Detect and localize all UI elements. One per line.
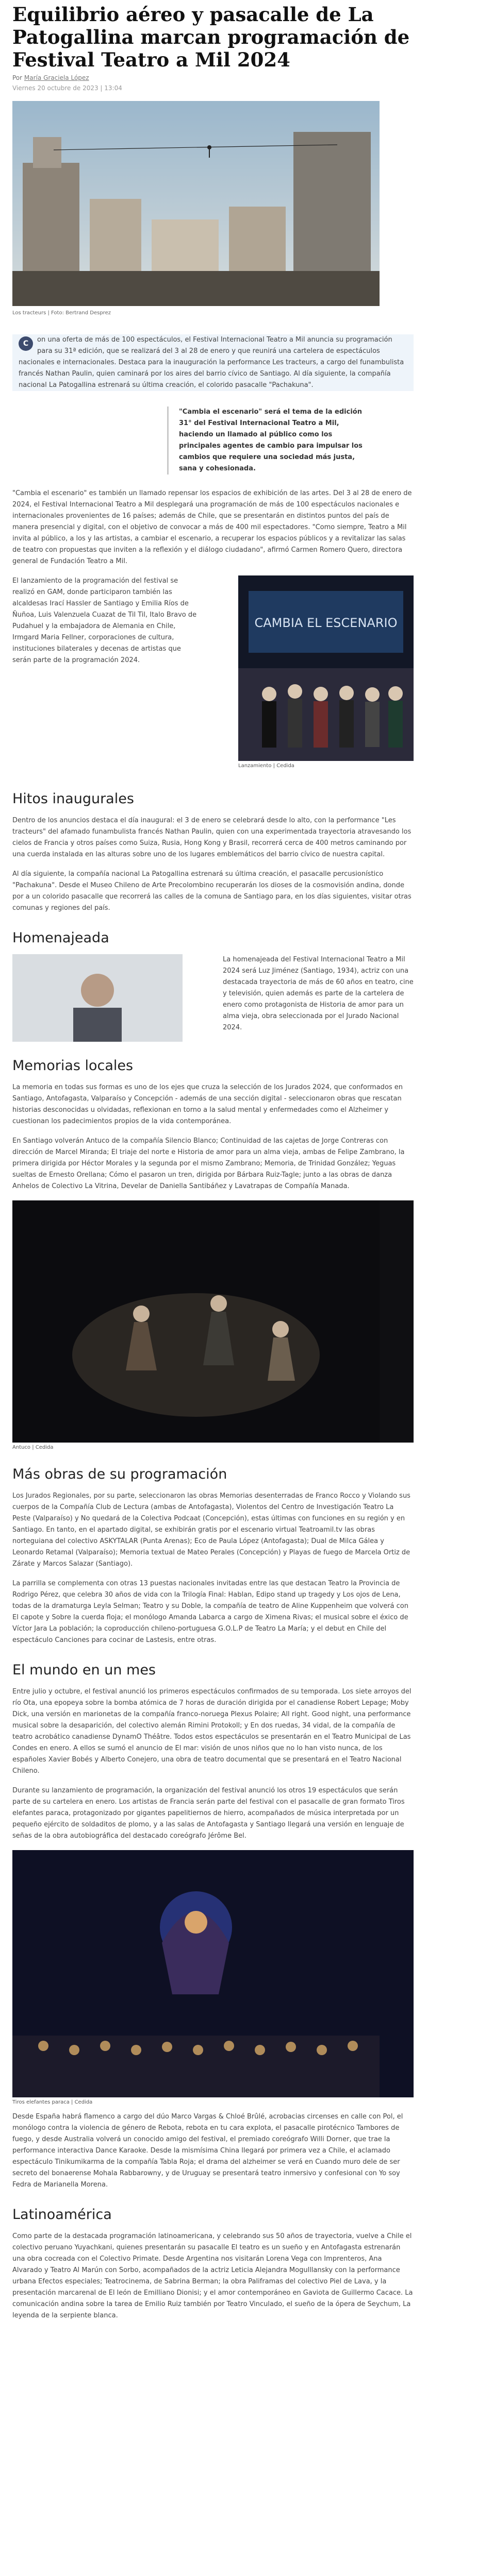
launch-photo xyxy=(238,575,414,761)
tiros-photo xyxy=(12,1850,414,2097)
homage-section xyxy=(12,954,414,1042)
heading-latam: Latinoamérica xyxy=(12,2207,112,2223)
tiros-photo-caption: Tiros elefantes paraca | Cedida xyxy=(12,2099,93,2105)
publish-date: Viernes 20 octubre de 2023 | 13:04 xyxy=(12,84,122,92)
paragraph-memories-1: La memoria en todas sus formas es uno de los ejes que cruza la selección de los Jurados 2024, que conformados en Santiago, Antofagasta, Valparaíso y Concepción - además de una sección digital - seleccionaron obras que rescatan historias desconocidas u olvidadas, reflexionan en torno a la salud mental y enfermedades como el Alzheimer y cuestionan los padecimientos propios de la vida contemporánea. xyxy=(12,1083,403,1125)
hero-photo-illustration xyxy=(12,101,380,306)
intro-paragraph xyxy=(12,334,414,391)
paragraph-world-3: Desde España habrá flamenco a cargo del dúo Marco Vargas & Chloé Brûlé, acrobacias circenses en calle con Pol, el monólogo contra la violencia de género de Rebota, rebota en tu cara explota, el pasacalle pirotécnico Tambores de fuego, y desde Australia volverá un conocido amigo del festival, el premiado coreógrafo Willi Dorner, que trae la performance interactiva Dance Karaoke. Desde la mismísima China llegará por primera vez a Chile, el aclamado espectáculo Tinikumikarma de la compañía Tabla Roja; el drama del alzheimer se verá en Cuando muro dele de ser secreto del bonaerense Mohala Rabbarowny, y de Uruguay se presentará teatro inmersivo y confesional con Yo soy Fedra de Marianella Morena. xyxy=(12,2113,403,2189)
article-title: Equilibrio aéreo y pasacalle de La Patogallina marcan programación de Festival Teatro a Mil 2024 xyxy=(12,3,410,71)
author-prefix: Por xyxy=(12,74,23,81)
dropcap-badge: C xyxy=(19,336,33,351)
antuco-photo xyxy=(12,1200,414,1443)
paragraph-2: El lanzamiento de la programación del festival se realizó en GAM, donde participaron también las alcaldesas Irací Hassler de Santiago y Emilia Ríos de Ñuñoa, Luis Valenzuela Cuazat de Til Til, Italo Bravo de Pudahuel y la embajadora de Alemania en Chile, Irmgard Maria Fellner, corporaciones de cultura, instituciones bilaterales y decenas de artistas que serán parte de la programación 2024. xyxy=(12,577,197,664)
tiros-photo-illustration xyxy=(12,1850,380,2097)
launch-banner-text: CAMBIA EL ESCENARIO xyxy=(254,616,398,630)
paragraph-works-2: La parrilla se complementa con otras 13 puestas nacionales invitadas entre las que destacan Teatro la Provincia de Rodrigo Pérez, que celebra 30 años de vida con la Trilogía Final: Hablan, Edipo stand up tragedy y Los ojos de Lena, todas de la dramaturga Leyla Selman; Teatro y su Doble, la compañía de teatro de Aline Kuppenheim que volverá con El capote y Sobre la cuerda floja; el monólogo Amanda Labarca a cargo de Ximena Rivas; el musical sobre el éxico de Víctor Jara La población; la coproducción chileno-portuguesa G.O.L.P de Teatro La María; y el debut en Chile del espectáculo Canciones para cocinar de Lastesis, entre otras. xyxy=(12,1580,408,1644)
intro-text: on una oferta de más de 100 espectáculos, el Festival Internacional Teatro a Mil anuncia su programación para su 31ª edición, que se realizará del 3 al 28 de enero y que reunirá una cartelera de espectáculos nacionales e internacionales. Destaca para la inauguración la performance Les tracteurs, a cargo del funambulista francés Nathan Paulin, quien caminará por los aires del barrio cívico de Santiago. Al día siguiente, la compañía nacional La Patogallina estrenará su última creación, el colorido pasacalle "Pachakuna". xyxy=(19,336,404,389)
heading-homage: Homenajeada xyxy=(12,930,109,946)
launch-photo-caption: Lanzamiento | Cedida xyxy=(238,763,294,769)
heading-memories: Memorias locales xyxy=(12,1058,134,1074)
paragraph-latam-1: Como parte de la destacada programación latinoamericana, y celebrando sus 50 años de trayectoria, vuelve a Chile el colectivo peruano Yuyachkani, quienes presentarán su pasacalle El teatro es un sueño y en Antofagasta estrenarán una obra cocreada con el Colectivo Primate. Desde Argentina nos visitarán Lorena Vega con Imprenteros, Ana Alvarado y Teatro Al Marún con Sorbo, acompañados de la actriz Leticia Alejandra Mogulllansky con la performance urbana Efectos especiales; Teatrocinema, de Sabrina Berman; la obra Paliframas del colectivo Piel de Lava, y la presentación marcarenal de El león de Emilliano Dionisi; y el amor contemporáneo en Gaviota de Guillermo Cacace. La comunicación andina sobre la tarea de Emilio Ruiz también por Teatro Vinculado, el sueño de la ópera de Seychum, La leyenda de la serpiente blanca. xyxy=(12,2232,413,2319)
launch-text-column xyxy=(12,575,198,674)
antuco-photo-illustration xyxy=(12,1200,380,1443)
launch-photo-column xyxy=(238,575,414,775)
paragraph-memories-2: En Santiago volverán Antuco de la compañía Silencio Blanco; Continuidad de las cajetas de Jorge Contreras con dirección de Marcel Miranda; El triaje del norte e Historia de amor para un alma vieja, ambas de Felipe Zambrano, la primera dirigida por Héctor Morales y la segunda por el mismo Zambrano; Memoria, de Trinidad González; Yeguas sueltas de Ernesto Orellana; Cómo el pasaron un tren, dirigida por Bárbara Ruiz-Tagle; junto a las obras de danza Anhelos de Colectivo La Vitrina, Develar de Daniella Santibáñez y Lavatrapas de Compañía Manada. xyxy=(12,1137,405,1190)
pull-quote: "Cambia el escenario" será el tema de la edición 31° del Festival Internacional Teatro a Mil, haciendo un llamado al público como los principales agentes de cambio para impulsar los cambios que requiere una sociedad más justa, sana y cohesionada. xyxy=(167,406,363,474)
author-line xyxy=(12,74,414,81)
homage-photo-column xyxy=(12,954,183,1042)
paragraph-inaugural-1: Dentro de los anuncios destaca el día inaugural: el 3 de enero se celebrará desde lo alto, con la performance "Les tracteurs" del afamado funambulista francés Nathan Paulin, quien con una experimentada trayectoria atravesando los cielos de Francia y otros países como Suiza, Rusia, Hong Kong y Brasil, recorrerá cerca de 400 metros caminando por una cuerda instalada en las alturas sobre uno de los lugares emblemáticos del barrio cívico de nuestra capital. xyxy=(12,817,412,858)
paragraph-world-2: Durante su lanzamiento de programación, la organización del festival anunció los otros 19 espectáculos que serán parte de su cartelera en enero. Los artistas de Francia serán parte del festival con el pasacalle de gran formato Tiros elefantes paraca, protagonizado por gigantes papelitiernos de hierro, acompañados de música interpretada por un pequeño ejército de soldaditos de plomo, y a las salas de Antofagasta y Santiago llegará una versión en lenguaje de señas de la obra autobiográfica del destacado coreógrafo Jérôme Bel. xyxy=(12,1787,405,1840)
heading-inaugural: Hitos inaugurales xyxy=(12,791,134,807)
homage-portrait-illustration xyxy=(12,954,183,1042)
hero-caption: Los tracteurs | Foto: Bertrand Desprez xyxy=(12,310,111,316)
author-link[interactable]: María Graciela López xyxy=(24,74,89,81)
homage-portrait xyxy=(12,954,183,1042)
homage-text-column xyxy=(223,954,414,1042)
paragraph-1: "Cambia el escenario" es también un llamado repensar los espacios de exhibición de las artes. Del 3 al 28 de enero de 2024, el Festival Internacional Teatro a Mil desplegará una programación de más de 100 espectáculos nacionales e internacionales provenientes de 16 países; además de Chile, que se presentarán en distintos puntos del país de manera presencial y digital, con el objetivo de convocar a más de 400 mil espectadores. "Como siempre, Teatro a Mil invita al público, a los y las artistas, a cambiar el escenario, a recuperar los espacios públicos y a revitalizar las salas de teatro con propuestas que inviten a la reflexión y el diálogo ciudadano", afirmó Carmen Romero Quero, directora general de Fundación Teatro a Mil. xyxy=(12,489,412,565)
hero-image xyxy=(12,101,380,306)
paragraph-homage: La homenajeada del Festival Internacional Teatro a Mil 2024 será Luz Jiménez (Santiago, 1934), actriz con una destacada trayectoria de más de 60 años en teatro, cine y televisión, quien además es parte de la cartelera de enero como protagonista de Historia de amor para un alma vieja, obra seleccionada por el Jurado Nacional 2024. xyxy=(223,956,414,1031)
paragraph-works-1: Los Jurados Regionales, por su parte, seleccionaron las obras Memorias desenterradas de Franco Rocco y Violando sus cuerpos de la Compañía Club de Lectura (ambas de Antofagasta), Violentos del Centro de Investigación Teatro La Peste (Valparaíso) y No quedará de la Colectiva Podcaat (Concepción), estas últimas con funciones en su región y en Santiago. En tanto, en el apartado digital, se exhibirán gratis por el escenario virtual Teatroamil.tv las obras norteguiana del colectivo ASKYTALAR (Punta Arenas); Eco de Paula López (Antofagasta); Dual de Milca Gálea y Leonardo Retamal (Valparaíso); Memoria textual de Mateo Perales (Concepción) y Playas de fuego de Marcela Ortiz de Zárate y Marcos Salazar (Santiago). xyxy=(12,1492,410,1568)
launch-section xyxy=(12,575,414,775)
heading-works: Más obras de su programación xyxy=(12,1466,227,1482)
paragraph-world-1: Entre julio y octubre, el festival anunció los primeros espectáculos confirmados de su temporada. Los siete arroyos del río Ota, una epopeya sobre la bomba atómica de 7 horas de duración dirigida por el canadiense Robert Lepage; Moby Dick, una versión en marionetas de la compañía franco-noruega Plexus Polaire; All right. Good night, una performance musical sobre la desaparición, del colectivo alemán Rimini Protokoll; y En dos ruedas, 34 vidal, de la compañía de teatro acrobático canadiense DynamO Théâtre. Todos estos espectáculos se presentarán en el Teatro Municipal de Las Condes en enero. A ellos se sumó el anuncio de El mar: visión de unos niños que no lo han visto nunca, de los españoles Xavier Bobés y Alberto Conejero, una obra de teatro documental que se presentará en el Teatro Nacional Chileno. xyxy=(12,1688,412,1775)
launch-photo-illustration xyxy=(238,575,414,761)
paragraph-inaugural-2: Al día siguiente, la compañía nacional La Patogallina estrenará su última creación, el pasacalle percusionístico "Pachakuna". Desde el Museo Chileno de Arte Precolombino recuperarán los dioses de la cosmovisión andina, donde por a un colorido pasacalle que recorrerá las calles de la comuna de Santiago para, en los días siguientes, visitar otras comunas y regiones del país. xyxy=(12,870,412,912)
heading-world: El mundo en un mes xyxy=(12,1662,156,1678)
article-meta xyxy=(12,74,414,92)
antuco-photo-caption: Antuco | Cedida xyxy=(12,1445,54,1450)
